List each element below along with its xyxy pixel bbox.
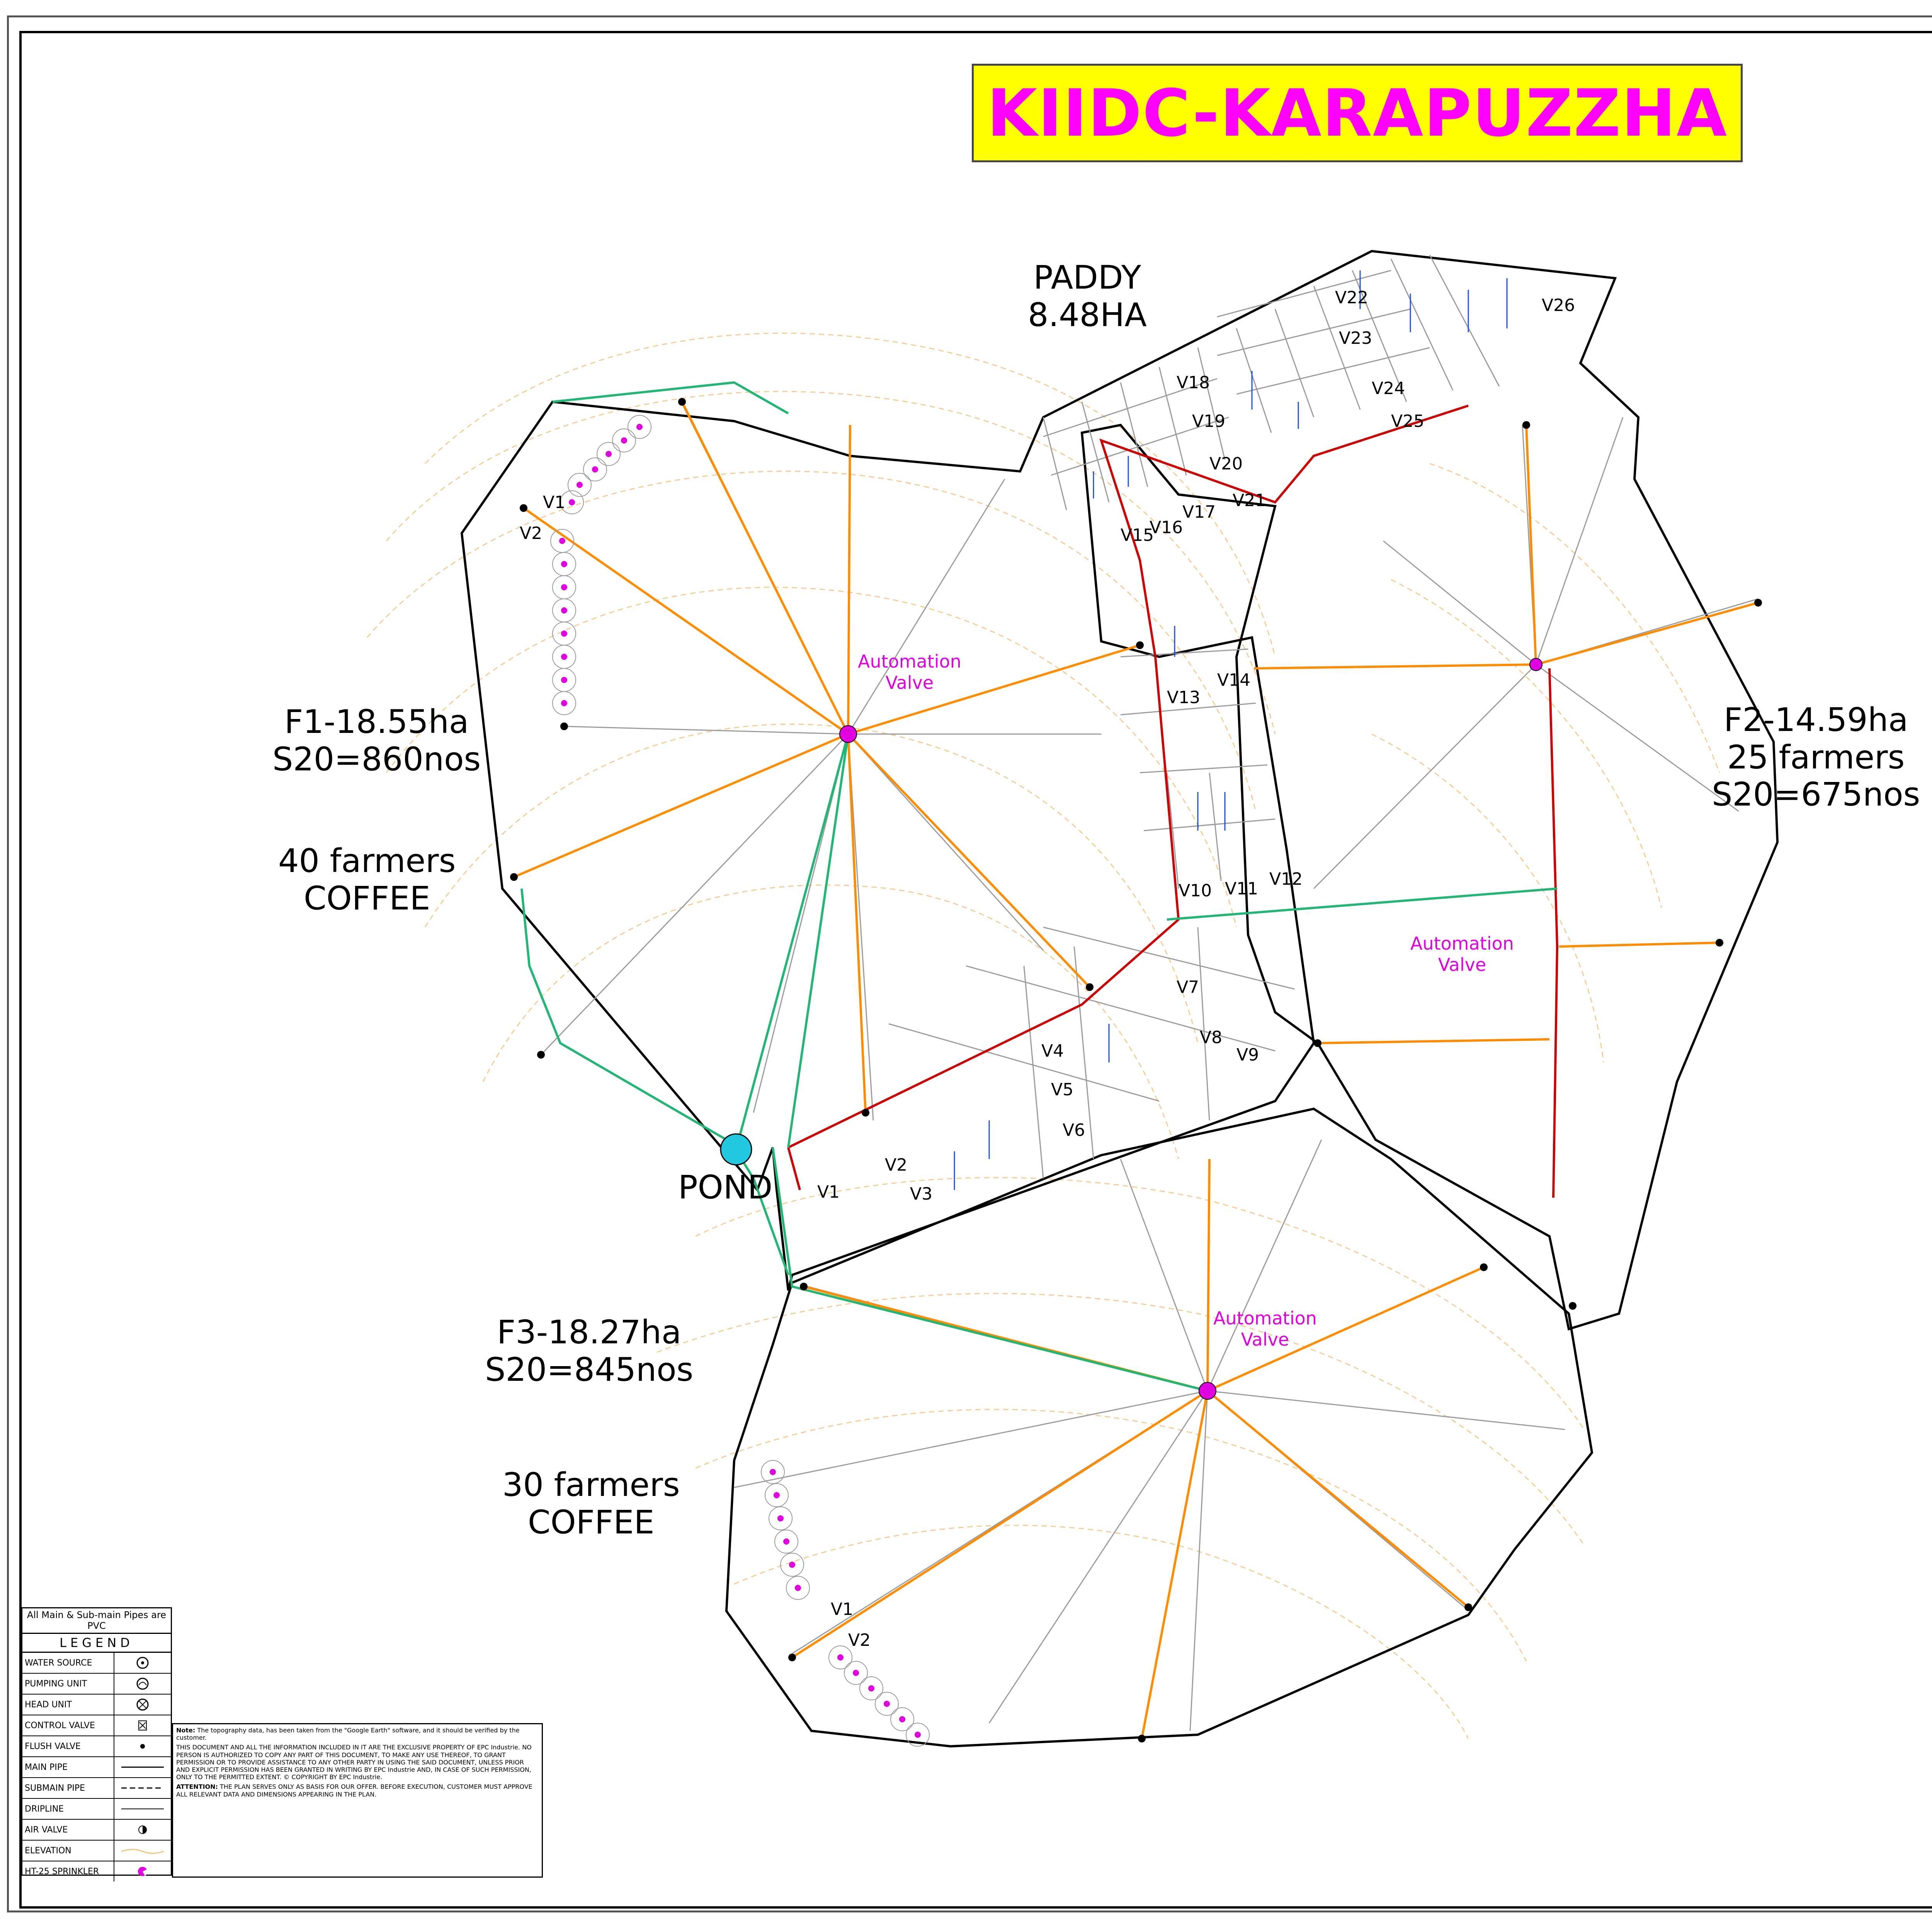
automation-valve-text: Valve: [885, 672, 934, 693]
flush-valve-icon: [135, 1739, 150, 1754]
valve-label-v14: V14: [1217, 670, 1251, 690]
f2-label-line2: 25 farmers: [1727, 738, 1905, 776]
valve-label-v10: V10: [1179, 881, 1212, 901]
legend-row: [22, 1715, 171, 1736]
paddy-grid: [889, 255, 1499, 1178]
elevation-icon: [119, 1847, 166, 1854]
pumping-unit-icon: [135, 1676, 150, 1691]
automation-valve-text: Automation: [1410, 933, 1514, 954]
legend-item-label: MAIN PIPE: [22, 1757, 114, 1777]
legend-title: LEGEND: [22, 1634, 171, 1653]
legend-item-label: ELEVATION: [22, 1841, 114, 1861]
legend-row: [22, 1695, 171, 1715]
f3-label-line1: F3-18.27ha: [497, 1313, 682, 1351]
valve-label-v3: V3: [910, 1184, 933, 1204]
automation-valve-text: Valve: [1241, 1329, 1289, 1350]
f3-label: [485, 1314, 693, 1388]
automation-valve-label-f2: [1410, 933, 1514, 976]
valve-label-v26: V26: [1542, 296, 1575, 315]
legend-row: [22, 1841, 171, 1861]
legend-item-label: DRIPLINE: [22, 1799, 114, 1819]
valve-label-v6: V6: [1063, 1120, 1085, 1140]
legend-item-label: CONTROL VALVE: [22, 1715, 114, 1735]
valve-label-f3-v1: V1: [831, 1599, 854, 1619]
valve-label-f3-v2: V2: [848, 1630, 871, 1650]
valve-label-v25: V25: [1391, 411, 1425, 431]
drawing-title-banner: [972, 64, 1743, 162]
legend-row: [22, 1799, 171, 1820]
paddy-label: [1028, 259, 1147, 333]
f3-farmers-line1: 30 farmers: [502, 1466, 680, 1504]
f3-label-line2: S20=845nos: [485, 1350, 694, 1389]
legend-row: [22, 1757, 171, 1778]
valve-label-f1-v1: V1: [543, 493, 566, 512]
submain-pipes-green: [734, 734, 1557, 1391]
legend-item-label: WATER SOURCE: [22, 1653, 114, 1673]
notes-box: [172, 1723, 543, 1878]
dripline-icon: [119, 1805, 166, 1813]
valve-label-v12: V12: [1269, 869, 1303, 889]
f3-farmers-line2: COFFEE: [527, 1503, 655, 1541]
control-valve-icon: [135, 1718, 150, 1733]
pond-symbol: [721, 1134, 752, 1165]
f1-green-boundary: [553, 382, 788, 413]
valve-label-v18: V18: [1177, 373, 1210, 393]
legend-item-label: HEAD UNIT: [22, 1695, 114, 1715]
f1-green-left: [522, 889, 726, 1140]
automation-valve-text: Automation: [1213, 1308, 1317, 1329]
paddy-label-line2: 8.48HA: [1028, 296, 1147, 334]
legend-item-label: HT-25 SPRINKLER: [22, 1861, 114, 1882]
legend-item-label: PUMPING UNIT: [22, 1674, 114, 1694]
legend-item-label: SUBMAIN PIPE: [22, 1778, 114, 1798]
f1-label-line1: F1-18.55ha: [284, 703, 469, 741]
sprinkler-icon: [135, 1864, 150, 1879]
note-disclaimer: THIS DOCUMENT AND ALL THE INFORMATION INCLUDED IN IT ARE THE EXCLUSIVE PROPERTY OF EPC Industrie. NO PERSON IS AUTHORIZED TO COPY ANY PART OF THIS DOCUMENT, TO MAKE ANY USE THEREOF, TO GRANT PERMISSION OR TO PROVIDE ASSISTANCE TO ANY OTHER PARTY IN USING THE SAID DOCUMENT, UNLESS PRIOR AND EXPLICIT PERMISSION HAS BEEN GRANTED IN WRITING BY EPC Industrie AND, IN CASE OF SUCH PERMISSION, ONLY TO THE PERMITTED EXTENT. © COPYRIGHT BY EPC Industrie.: [176, 1744, 532, 1781]
valve-label-v19: V19: [1192, 411, 1226, 431]
valve-label-v15: V15: [1121, 525, 1154, 545]
legend-row: [22, 1653, 171, 1674]
legend-row: [22, 1778, 171, 1799]
air-valve-icon: [135, 1822, 150, 1837]
legend-note: All Main & Sub-main Pipes are PVC: [22, 1608, 171, 1634]
drawing-title: KIIDC-KARAPUZZHA: [987, 75, 1728, 151]
head-unit-icon: [135, 1697, 150, 1712]
paddy-label-line1: PADDY: [1033, 258, 1141, 296]
valve-label-v2: V2: [885, 1155, 908, 1175]
f1-sprinkler-heads: [559, 424, 643, 706]
legend-item-label: FLUSH VALVE: [22, 1736, 114, 1756]
valve-label-v4: V4: [1041, 1041, 1064, 1061]
valve-label-v7: V7: [1177, 977, 1199, 997]
water-source-icon: [135, 1655, 150, 1671]
f1-farmers-line1: 40 farmers: [278, 842, 456, 880]
legend-item-label: AIR VALVE: [22, 1820, 114, 1840]
valve-label-v5: V5: [1051, 1080, 1074, 1100]
attention-title: ATTENTION:: [176, 1783, 218, 1791]
f2-label-line1: F2-14.59ha: [1724, 701, 1908, 739]
main-pipe-icon: [119, 1763, 166, 1771]
valve-label-v13: V13: [1167, 688, 1201, 707]
valve-label-v11: V11: [1225, 879, 1259, 899]
valve-label-v22: V22: [1335, 288, 1369, 308]
automation-valve-text: Automation: [858, 651, 961, 672]
valve-label-f1-v2: V2: [520, 524, 543, 543]
valve-label-v1: V1: [817, 1182, 840, 1202]
valve-label-v23: V23: [1339, 328, 1372, 348]
f1-farmers-line2: COFFEE: [303, 879, 430, 917]
valve-label-v24: V24: [1372, 379, 1405, 398]
f1-label: [272, 703, 481, 778]
f1-farmers-label: [278, 842, 456, 917]
valve-label-v9: V9: [1236, 1045, 1259, 1065]
valve-label-v16: V16: [1150, 518, 1183, 537]
f1-label-line2: S20=860nos: [272, 740, 481, 778]
submain-pipe-icon: [119, 1784, 166, 1792]
note-title: Note:: [176, 1727, 196, 1734]
automation-valve-label-f1: [858, 651, 961, 693]
attention-text: THE PLAN SERVES ONLY AS BASIS FOR OUR OFFER. BEFORE EXECUTION, CUSTOMER MUST APPROVE ALL RELEVANT DATA AND DIMENSIONS APPEARING IN THE PLAN.: [176, 1783, 532, 1798]
valve-label-v21: V21: [1233, 491, 1266, 510]
pond-label: POND: [678, 1168, 773, 1206]
f2-label: [1712, 701, 1920, 813]
automation-valve-label-f3: [1213, 1308, 1317, 1350]
note-text: The topography data, has been taken from the "Google Earth" software, and it should be verified by the customer.: [176, 1727, 520, 1742]
legend-row: [22, 1736, 171, 1757]
valve-label-v8: V8: [1200, 1028, 1223, 1047]
main-pipes: [514, 402, 1758, 1739]
legend: [21, 1607, 172, 1876]
legend-row: [22, 1861, 171, 1882]
legend-row: [22, 1674, 171, 1695]
valve-label-v20: V20: [1209, 454, 1243, 474]
legend-row: [22, 1820, 171, 1841]
f3-farmers-label: [502, 1466, 680, 1541]
valve-label-v17: V17: [1182, 502, 1216, 522]
automation-valve-text: Valve: [1438, 954, 1486, 976]
paddy-drip-markers: [954, 270, 1507, 1190]
f2-label-line3: S20=675nos: [1712, 775, 1920, 814]
